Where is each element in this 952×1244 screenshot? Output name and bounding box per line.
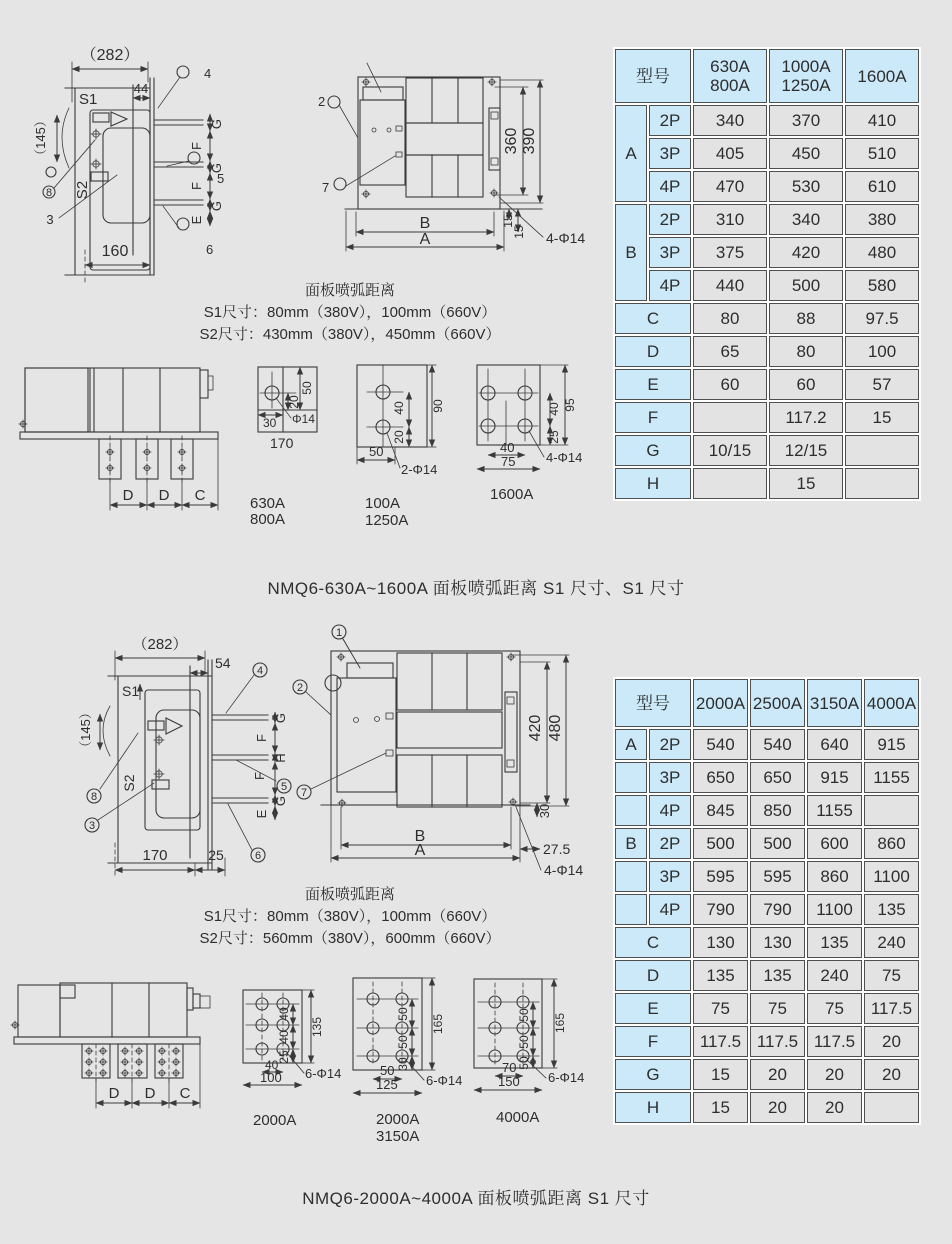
- row-label: F: [615, 402, 691, 433]
- cell: 640: [807, 729, 862, 760]
- row-pole: 4P: [649, 795, 691, 826]
- cell: 610: [845, 171, 919, 202]
- cell: 20: [750, 1092, 805, 1123]
- table-row: [615, 336, 919, 367]
- dim-30: 30: [537, 803, 552, 819]
- row-label: D: [615, 336, 691, 367]
- row-group-b: B: [615, 204, 647, 301]
- callout-7-2: 7: [300, 787, 308, 799]
- caption-section-1: NMQ6-630A~1600A 面板喷弧距离 S1 尺寸、S1 尺寸: [267, 579, 685, 598]
- cell: 20: [807, 1092, 862, 1123]
- table-row: [615, 171, 919, 202]
- note-title: 面板喷弧距离: [304, 282, 395, 299]
- chain2-g2: G: [273, 795, 288, 807]
- chain2-g1: G: [273, 712, 288, 724]
- dim-390: 390: [521, 127, 538, 155]
- label-s1-2: S1: [122, 683, 140, 699]
- dim-15b: 15: [512, 225, 526, 239]
- cell: 500: [769, 270, 843, 301]
- cell: 88: [769, 303, 843, 334]
- row-pole: 2P: [649, 204, 691, 235]
- note-s1: S1尺寸：80mm（380V），100mm（660V）: [203, 304, 497, 321]
- cell: 130: [693, 927, 748, 958]
- cell: 580: [845, 270, 919, 301]
- dim-170: 170: [142, 847, 168, 864]
- cell: 420: [769, 237, 843, 268]
- cell: 845: [693, 795, 748, 826]
- row-pole: 3P: [649, 237, 691, 268]
- dim-c: C: [194, 487, 206, 504]
- table-corner: 型号: [615, 679, 691, 727]
- col-header: 2000A: [693, 679, 748, 727]
- pad4-label-1: 2000A: [253, 1112, 297, 1129]
- cell: 405: [693, 138, 767, 169]
- pad5-dim-50w: 50: [380, 1063, 395, 1078]
- caption-section-2: NMQ6-2000A~4000A 面板喷弧距离 S1 尺寸: [302, 1189, 650, 1208]
- chain2-h: H: [273, 753, 288, 763]
- pad5-dim-30: 30: [396, 1057, 410, 1071]
- cell: [845, 435, 919, 466]
- pad1-dim-30: 30: [263, 416, 277, 430]
- row-group: [615, 795, 647, 826]
- dim-holes-2: 4-Φ14: [544, 862, 584, 878]
- callout-1: 1: [335, 627, 343, 639]
- col-header: [693, 49, 767, 103]
- dim-145-2: （145）: [78, 706, 93, 754]
- pad3-label-1: 1600A: [490, 486, 534, 503]
- pad3-dim-hole: 4-Φ14: [546, 450, 583, 465]
- drawing-front-view-630-1600: [310, 40, 610, 300]
- row-pole: 3P: [649, 138, 691, 169]
- pad6-dim-165: 165: [553, 1012, 567, 1034]
- cell: 135: [807, 927, 862, 958]
- col-header: [769, 49, 843, 103]
- pad-1600: [465, 353, 600, 511]
- pad2-dim-90: 90: [431, 399, 445, 413]
- pad1-dim-170: 170: [270, 435, 294, 451]
- cell: [845, 468, 919, 499]
- table-row: [615, 468, 919, 499]
- cell: 340: [769, 204, 843, 235]
- table-row: [615, 1059, 919, 1090]
- pad2-label-1: 100A: [365, 495, 401, 512]
- callout-4: 4: [204, 66, 212, 81]
- callout-3: 3: [46, 212, 54, 227]
- col-header: [845, 49, 919, 103]
- pad3-dim-95: 95: [563, 398, 577, 412]
- chain-g2: G: [209, 162, 224, 174]
- cell: 380: [845, 204, 919, 235]
- drawing-mount-view-630-1600: [10, 358, 235, 523]
- pad1-dim-20: 20: [287, 395, 301, 409]
- pad1-dim-hole: Φ14: [292, 412, 315, 426]
- row-label: H: [615, 1092, 691, 1123]
- pad5-label-1: 2000A: [376, 1111, 420, 1128]
- cell: 75: [864, 960, 919, 991]
- pad5-dim-hole: 6-Φ14: [426, 1073, 463, 1088]
- row-label: C: [615, 927, 691, 958]
- table-row: [615, 270, 919, 301]
- row-label: D: [615, 960, 691, 991]
- table-row: [615, 435, 919, 466]
- cell: 15: [693, 1059, 748, 1090]
- row-label: C: [615, 303, 691, 334]
- pad3-dim-40w: 40: [500, 440, 515, 455]
- row-label: E: [615, 369, 691, 400]
- cell: [693, 402, 767, 433]
- pad6-dim-50a: 50: [517, 1008, 531, 1022]
- pad6-dim-50b: 50: [517, 1035, 531, 1049]
- cell: 75: [807, 993, 862, 1024]
- arc-distance-note-2: [120, 884, 580, 950]
- cell: 410: [845, 105, 919, 136]
- row-pole: 2P: [649, 105, 691, 136]
- table-row: [615, 894, 919, 925]
- pad4-dim-hole: 6-Φ14: [305, 1066, 342, 1081]
- cell: 540: [750, 729, 805, 760]
- pad2-dim-40: 40: [392, 401, 406, 415]
- table-row: [615, 105, 919, 136]
- table-row: [615, 237, 919, 268]
- dim-420: 420: [527, 714, 544, 742]
- cell: 80: [769, 336, 843, 367]
- row-pole: 3P: [649, 762, 691, 793]
- cell: 80: [693, 303, 767, 334]
- pad-2000-3150: [348, 970, 478, 1165]
- dim-d1-2: D: [108, 1085, 120, 1102]
- pad6-label-1: 4000A: [496, 1109, 540, 1126]
- table-row: [615, 679, 919, 727]
- row-pole: 2P: [649, 828, 691, 859]
- cell: [864, 795, 919, 826]
- label-s2: S2: [74, 180, 91, 200]
- row-pole: 4P: [649, 894, 691, 925]
- row-label: G: [615, 435, 691, 466]
- pad5-dim-50b: 50: [396, 1035, 410, 1049]
- cell: [864, 1092, 919, 1123]
- drawing-front-view-2000-4000: [290, 613, 610, 903]
- cell: 915: [864, 729, 919, 760]
- pad1-label-1: 630A: [250, 495, 286, 512]
- dim-a-2: A: [414, 842, 426, 859]
- dim-25: 25: [208, 847, 224, 863]
- cell: 470: [693, 171, 767, 202]
- pad5-dim-50a: 50: [396, 1007, 410, 1021]
- row-group: [615, 762, 647, 793]
- cell: 530: [769, 171, 843, 202]
- chain-f1: F: [189, 142, 204, 150]
- pad3-dim-75: 75: [501, 454, 516, 469]
- table-row: [615, 861, 919, 892]
- cell: 500: [750, 828, 805, 859]
- dim-a: A: [419, 231, 431, 248]
- cell: 117.5: [693, 1026, 748, 1057]
- cell: 1100: [864, 861, 919, 892]
- dim-282-2: （282）: [132, 636, 188, 653]
- pad3-dim-25: 25: [547, 430, 561, 444]
- cell: 15: [845, 402, 919, 433]
- dim-44: 44: [133, 81, 149, 96]
- row-pole: 4P: [649, 171, 691, 202]
- row-label: G: [615, 1059, 691, 1090]
- note-s1: S1尺寸：80mm（380V），100mm（660V）: [203, 908, 497, 925]
- cell: [693, 468, 767, 499]
- cell: 20: [864, 1059, 919, 1090]
- pad6-dim-hole: 6-Φ14: [548, 1070, 585, 1085]
- row-pole: 2P: [649, 729, 691, 760]
- cell: 117.5: [864, 993, 919, 1024]
- cell: 340: [693, 105, 767, 136]
- table-row: [615, 138, 919, 169]
- cell: 117.5: [750, 1026, 805, 1057]
- cell: 117.2: [769, 402, 843, 433]
- dimension-table-2000-4000: [613, 677, 921, 1125]
- cell: 1155: [864, 762, 919, 793]
- table-row: [615, 828, 919, 859]
- cell: 860: [864, 828, 919, 859]
- callout-1-leader: [343, 639, 360, 668]
- cell: 135: [750, 960, 805, 991]
- dimension-table-630-1600: [613, 47, 921, 501]
- cell: 650: [750, 762, 805, 793]
- cell: 510: [845, 138, 919, 169]
- cell: 15: [693, 1092, 748, 1123]
- pad6-dim-50c: 50: [517, 1056, 531, 1070]
- mount-view-geometry: [19, 368, 218, 510]
- cell: 790: [693, 894, 748, 925]
- pad4-dim-25: 25: [277, 1050, 291, 1064]
- pad1-label-2: 800A: [250, 511, 286, 526]
- callout-8-2: 8: [90, 791, 98, 803]
- pad2-dim-50: 50: [369, 444, 384, 459]
- pad4-dim-40b: 40: [277, 1030, 291, 1044]
- cell: 97.5: [845, 303, 919, 334]
- cell: 915: [807, 762, 862, 793]
- pad-4000: [468, 970, 603, 1150]
- cell: 440: [693, 270, 767, 301]
- cell: 240: [864, 927, 919, 958]
- cell: 60: [693, 369, 767, 400]
- table-row: [615, 369, 919, 400]
- row-group: A: [615, 729, 647, 760]
- callout-4-2: 4: [256, 665, 264, 677]
- cell: 450: [769, 138, 843, 169]
- pad5-dim-165: 165: [431, 1013, 445, 1035]
- row-group: [615, 861, 647, 892]
- table-row: [615, 729, 919, 760]
- chain-e: E: [189, 215, 204, 225]
- cell: 20: [807, 1059, 862, 1090]
- table-row: [615, 303, 919, 334]
- cell: 20: [864, 1026, 919, 1057]
- callout-2: 2: [318, 94, 326, 109]
- cell: 100: [845, 336, 919, 367]
- table-row: [615, 795, 919, 826]
- note-title: 面板喷弧距离: [304, 886, 395, 903]
- cell: 310: [693, 204, 767, 235]
- drawing-mount-view-2000-4000: [0, 956, 250, 1131]
- row-pole: 3P: [649, 861, 691, 892]
- label-s2-2: S2: [121, 774, 137, 792]
- dim-480: 480: [547, 714, 564, 742]
- table-row: [615, 1092, 919, 1123]
- cell: 75: [693, 993, 748, 1024]
- cell: 540: [693, 729, 748, 760]
- col-line: 1000A: [781, 57, 831, 76]
- pad4-dim-135: 135: [310, 1016, 324, 1038]
- col-header: 3150A: [807, 679, 862, 727]
- pad-1000-1250: [345, 356, 460, 536]
- dim-360: 360: [503, 127, 520, 155]
- pad4-dim-100: 100: [260, 1070, 282, 1085]
- row-label: F: [615, 1026, 691, 1057]
- cell: 130: [750, 927, 805, 958]
- callout-7: 7: [322, 180, 330, 195]
- col-line: 1600A: [857, 66, 907, 86]
- dim-27-5: 27.5: [543, 841, 571, 857]
- pad6-dim-150: 150: [498, 1074, 520, 1089]
- callout-8: 8: [45, 187, 53, 199]
- col-line: 630A: [710, 57, 750, 76]
- table-row: [615, 402, 919, 433]
- cell: 240: [807, 960, 862, 991]
- table-corner: 型号: [615, 49, 691, 103]
- cell: 135: [864, 894, 919, 925]
- cell: 20: [750, 1059, 805, 1090]
- dim-b-2: B: [414, 828, 426, 845]
- table-row: [615, 49, 919, 103]
- pad6-dim-70: 70: [502, 1060, 517, 1075]
- cell: 595: [693, 861, 748, 892]
- note-s2: S2尺寸：430mm（380V），450mm（660V）: [199, 326, 501, 343]
- cell: 500: [693, 828, 748, 859]
- row-group: [615, 894, 647, 925]
- cell: 480: [845, 237, 919, 268]
- cell: 790: [750, 894, 805, 925]
- col-header: 4000A: [864, 679, 919, 727]
- pad2-dim-hole: 2-Φ14: [401, 462, 438, 477]
- callout-6: 6: [206, 242, 214, 257]
- callout-2-2: 2: [296, 682, 304, 694]
- chain-g1: G: [209, 118, 224, 130]
- col-line: 1250A: [781, 76, 831, 95]
- row-group-a: A: [615, 105, 647, 202]
- pad5-dim-125: 125: [376, 1077, 398, 1092]
- pad4-dim-40a: 40: [277, 1007, 291, 1021]
- dim-282: （282）: [80, 47, 140, 64]
- dim-d1: D: [122, 487, 134, 504]
- pad5-label-2: 3150A: [376, 1128, 420, 1145]
- dim-15a: 15: [501, 214, 515, 228]
- row-group: B: [615, 828, 647, 859]
- pad2-label-2: 1250A: [365, 512, 409, 529]
- cell: 10/15: [693, 435, 767, 466]
- cell: 860: [807, 861, 862, 892]
- row-pole: 4P: [649, 270, 691, 301]
- dim-160: 160: [101, 243, 129, 260]
- table-row: [615, 204, 919, 235]
- table-row: [615, 993, 919, 1024]
- pad3-dim-40v: 40: [547, 402, 561, 416]
- table-row: [615, 927, 919, 958]
- callout-3-2: 3: [88, 820, 96, 832]
- chain2-f2: F: [252, 772, 267, 780]
- cell: 370: [769, 105, 843, 136]
- front-view2-geometry: [306, 639, 569, 870]
- dim-b: B: [419, 215, 431, 232]
- cell: 600: [807, 828, 862, 859]
- cell: 850: [750, 795, 805, 826]
- table-row: [615, 762, 919, 793]
- pad2-dim-20: 20: [392, 430, 406, 444]
- note-s2: S2尺寸：560mm（380V），600mm（660V）: [199, 930, 501, 947]
- row-label: E: [615, 993, 691, 1024]
- callout-5: 5: [217, 171, 225, 186]
- dim-145: （145）: [33, 114, 48, 162]
- col-line: 800A: [710, 76, 750, 95]
- label-s1: S1: [79, 91, 98, 108]
- dim-holes: 4-Φ14: [546, 230, 586, 246]
- pad4-dim-40w: 40: [265, 1058, 279, 1072]
- arc-distance-note-1: [120, 280, 580, 346]
- cell: 57: [845, 369, 919, 400]
- callout-6-2: 6: [254, 850, 262, 862]
- table-row: [615, 1026, 919, 1057]
- cell: 117.5: [807, 1026, 862, 1057]
- chain2-e: E: [254, 809, 269, 819]
- cell: 65: [693, 336, 767, 367]
- pad1-dim-50: 50: [300, 381, 314, 395]
- dim-d2: D: [158, 487, 170, 504]
- dim-54: 54: [215, 655, 231, 671]
- pad-630-800: [248, 358, 348, 526]
- pad-2000: [233, 973, 358, 1138]
- dim-c-2: C: [179, 1085, 191, 1102]
- cell: 12/15: [769, 435, 843, 466]
- callout-5-2: 5: [280, 781, 288, 793]
- table-row: [615, 960, 919, 991]
- cell: 650: [693, 762, 748, 793]
- cell: 595: [750, 861, 805, 892]
- cell: 135: [693, 960, 748, 991]
- cell: 1155: [807, 795, 862, 826]
- cell: 15: [769, 468, 843, 499]
- cell: 1100: [807, 894, 862, 925]
- cell: 375: [693, 237, 767, 268]
- row-label: H: [615, 468, 691, 499]
- col-header: 2500A: [750, 679, 805, 727]
- chain-f2: F: [189, 182, 204, 190]
- dim-d2-2: D: [144, 1085, 156, 1102]
- cell: 60: [769, 369, 843, 400]
- chain-g3: G: [209, 200, 224, 212]
- cell: 75: [750, 993, 805, 1024]
- chain2-f1: F: [254, 734, 269, 742]
